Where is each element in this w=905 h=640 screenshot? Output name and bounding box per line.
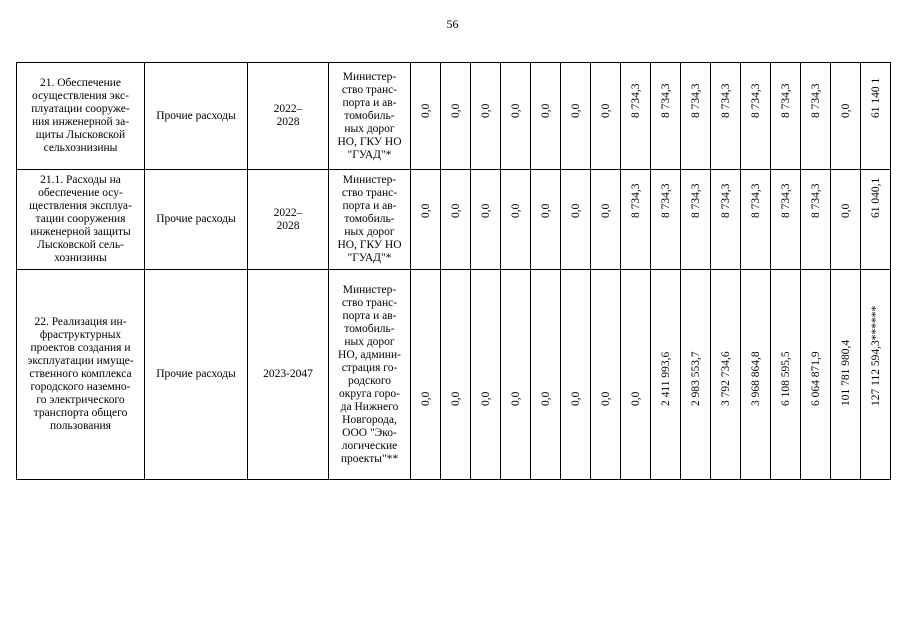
value-cell xyxy=(501,170,531,270)
value-text: 0,0 xyxy=(539,391,552,406)
value-cell xyxy=(651,170,681,270)
value-text: 101 781 980,4 xyxy=(839,339,852,406)
value-cell xyxy=(681,63,711,170)
value-text: 0,0 xyxy=(509,103,522,118)
value-cell xyxy=(711,63,741,170)
value-cell xyxy=(771,170,801,270)
value-cell xyxy=(501,63,531,170)
value-text: 6 064 871,9 xyxy=(809,351,822,406)
value-cell xyxy=(531,170,561,270)
value-text: 8 734,3 xyxy=(689,83,702,118)
value-cell xyxy=(621,170,651,270)
value-text: 8 734,3 xyxy=(749,183,762,218)
value-text: 3 968 864,8 xyxy=(749,351,762,406)
value-cell xyxy=(711,270,741,480)
table-row xyxy=(17,170,891,270)
value-text: 0,0 xyxy=(509,391,522,406)
value-text: 3 792 734,6 xyxy=(719,351,732,406)
value-cell xyxy=(411,63,441,170)
value-cell xyxy=(801,170,831,270)
value-text: 0,0 xyxy=(479,391,492,406)
value-text: 0,0 xyxy=(479,203,492,218)
value-cell xyxy=(771,270,801,480)
value-cell xyxy=(621,63,651,170)
value-cell xyxy=(681,170,711,270)
value-cell xyxy=(861,270,891,480)
value-cell xyxy=(471,63,501,170)
value-cell xyxy=(831,270,861,480)
row-name-cell: 22. Реализация ин- фраструктурных проектов создания и эксплуатации имуще- ственного комплекса городского наземно- го электрического транспорта общего пользования xyxy=(17,270,145,480)
page-number: 56 xyxy=(446,17,459,31)
value-cell xyxy=(591,270,621,480)
value-text: 61 040,1 xyxy=(869,177,882,218)
value-cell xyxy=(771,63,801,170)
value-cell xyxy=(471,170,501,270)
value-text: 0,0 xyxy=(569,203,582,218)
value-text: 8 734,3 xyxy=(809,83,822,118)
value-cell xyxy=(741,270,771,480)
value-cell xyxy=(741,170,771,270)
expense-type-cell: Прочие расходы xyxy=(145,270,248,480)
value-text: 8 734,3 xyxy=(659,183,672,218)
value-cell xyxy=(861,63,891,170)
period-cell: 2022– 2028 xyxy=(248,63,329,170)
value-text: 0,0 xyxy=(479,103,492,118)
value-cell xyxy=(531,63,561,170)
value-cell xyxy=(441,170,471,270)
period-cell: 2022– 2028 xyxy=(248,170,329,270)
value-text: 8 734,3 xyxy=(719,183,732,218)
value-text: 0,0 xyxy=(569,103,582,118)
value-text: 8 734,3 xyxy=(659,83,672,118)
value-text: 0,0 xyxy=(449,203,462,218)
value-cell xyxy=(441,63,471,170)
value-cell xyxy=(411,270,441,480)
value-cell xyxy=(621,270,651,480)
value-text: 8 734,3 xyxy=(749,83,762,118)
value-cell xyxy=(831,170,861,270)
expense-type-cell: Прочие расходы xyxy=(145,63,248,170)
value-cell xyxy=(411,170,441,270)
responsible-org-cell: Министер- ство транс- порта и ав- томобиль- ных дорог НО, ГКУ НО "ГУАД"* xyxy=(329,63,411,170)
value-text: 127 112 594,3****** xyxy=(869,305,882,406)
value-text: 0,0 xyxy=(599,103,612,118)
value-cell xyxy=(531,270,561,480)
value-cell xyxy=(561,63,591,170)
value-text: 0,0 xyxy=(629,391,642,406)
table-row xyxy=(17,270,891,480)
value-cell xyxy=(801,63,831,170)
value-text: 0,0 xyxy=(509,203,522,218)
value-cell xyxy=(681,270,711,480)
value-cell xyxy=(471,270,501,480)
value-cell xyxy=(561,170,591,270)
value-text: 0,0 xyxy=(569,391,582,406)
value-text: 0,0 xyxy=(419,103,432,118)
value-text: 0,0 xyxy=(599,391,612,406)
period-cell: 2023-2047 xyxy=(248,270,329,480)
budget-table xyxy=(16,62,891,480)
value-text: 8 734,3 xyxy=(629,183,642,218)
value-text: 8 734,3 xyxy=(779,83,792,118)
value-text: 0,0 xyxy=(839,203,852,218)
value-text: 0,0 xyxy=(599,203,612,218)
value-cell xyxy=(711,170,741,270)
value-cell xyxy=(561,270,591,480)
value-text: 8 734,3 xyxy=(719,83,732,118)
value-text: 0,0 xyxy=(419,203,432,218)
value-text: 2 411 993,6 xyxy=(659,351,672,406)
row-name-cell: 21. Обеспечение осуществления экс- плуатации сооруже- ния инженерной за- щиты Лысковской сельхознизины xyxy=(17,63,145,170)
table-row xyxy=(17,63,891,170)
expense-type-cell: Прочие расходы xyxy=(145,170,248,270)
value-cell xyxy=(651,63,681,170)
value-cell xyxy=(501,270,531,480)
value-text: 0,0 xyxy=(839,103,852,118)
value-cell xyxy=(441,270,471,480)
value-text: 8 734,3 xyxy=(809,183,822,218)
value-cell xyxy=(741,63,771,170)
value-text: 0,0 xyxy=(539,103,552,118)
responsible-org-cell: Министер- ство транс- порта и ав- томобиль- ных дорог НО, админи- страция го- родского округа горо- да Нижнего Новгорода, ООО "Эко- логические проекты"** xyxy=(329,270,411,480)
responsible-org-cell: Министер- ство транс- порта и ав- томобиль- ных дорог НО, ГКУ НО "ГУАД"* xyxy=(329,170,411,270)
value-text: 0,0 xyxy=(419,391,432,406)
value-cell xyxy=(861,170,891,270)
row-name-cell: 21.1. Расходы на обеспечение осу- ществления эксплуа- тации сооружения инженерной защиты Лысковской сель- хознизины xyxy=(17,170,145,270)
value-cell xyxy=(591,63,621,170)
value-text: 0,0 xyxy=(449,391,462,406)
value-cell xyxy=(801,270,831,480)
value-cell xyxy=(831,63,861,170)
value-text: 61 140 1 xyxy=(869,77,882,118)
value-text: 8 734,3 xyxy=(689,183,702,218)
value-text: 0,0 xyxy=(539,203,552,218)
value-text: 2 983 553,7 xyxy=(689,351,702,406)
value-cell xyxy=(651,270,681,480)
value-text: 6 108 595,5 xyxy=(779,351,792,406)
value-text: 8 734,3 xyxy=(779,183,792,218)
value-text: 0,0 xyxy=(449,103,462,118)
value-text: 8 734,3 xyxy=(629,83,642,118)
value-cell xyxy=(591,170,621,270)
